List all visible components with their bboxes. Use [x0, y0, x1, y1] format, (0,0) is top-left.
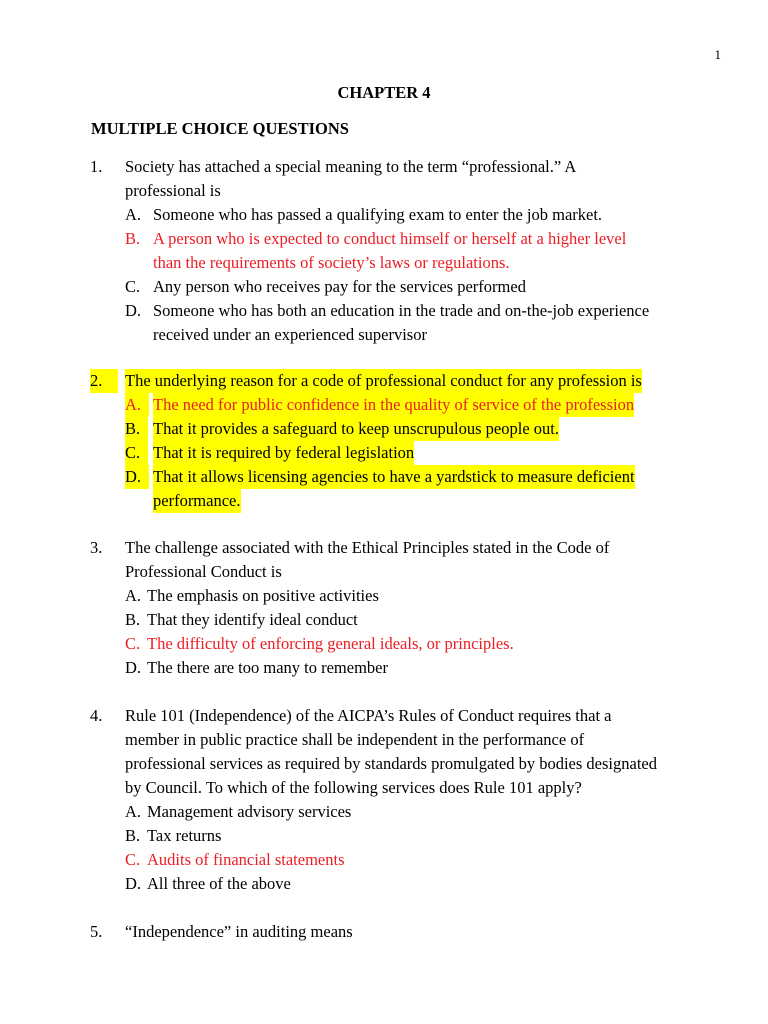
question-stem-line: by Council. To which of the following services does Rule 101 apply?	[125, 778, 582, 797]
option-letter-correct: B.	[125, 229, 141, 248]
option-letter: B.	[125, 826, 141, 845]
option-letter-correct: C.	[125, 634, 141, 653]
option-text-correct: The difficulty of enforcing general ideals, or principles.	[147, 634, 514, 653]
option-text: performance.	[153, 489, 241, 513]
question-number: 1.	[90, 157, 103, 176]
option-letter: A.	[125, 586, 142, 605]
option-text: Tax returns	[147, 826, 222, 845]
question-stem-line: Professional Conduct is	[125, 562, 282, 581]
option-letter: B.	[125, 417, 148, 441]
option-text-correct: A person who is expected to conduct himself or herself at a higher level	[153, 229, 627, 248]
option-text: That they identify ideal conduct	[147, 610, 358, 629]
option-letter: D.	[125, 874, 142, 893]
page-number: 1	[714, 47, 721, 62]
question-stem-line: Rule 101 (Independence) of the AICPA’s Rules of Conduct requires that a	[125, 706, 612, 725]
option-text: Any person who receives pay for the services performed	[153, 277, 526, 296]
question-number: 3.	[90, 538, 103, 557]
option-letter: B.	[125, 610, 141, 629]
section-title: MULTIPLE CHOICE QUESTIONS	[91, 119, 349, 138]
question-stem-line: The challenge associated with the Ethical Principles stated in the Code of	[125, 538, 610, 557]
option-letter: D.	[125, 465, 149, 489]
option-text: The there are too many to remember	[147, 658, 388, 677]
question-number: 4.	[90, 706, 103, 725]
question-number: 2.	[90, 369, 118, 393]
option-text: Management advisory services	[147, 802, 352, 821]
question-stem-line: professional services as required by standards promulgated by bodies designated	[125, 754, 657, 773]
option-text: All three of the above	[147, 874, 291, 893]
option-letter: C.	[125, 277, 141, 296]
question-stem-line: member in public practice shall be independent in the performance of	[125, 730, 585, 749]
option-letter-correct: C.	[125, 850, 141, 869]
option-text: That it is required by federal legislation	[153, 441, 414, 465]
option-text-correct: Audits of financial statements	[147, 850, 345, 869]
option-text: Someone who has passed a qualifying exam to enter the job market.	[153, 205, 603, 224]
option-letter-correct: A.	[125, 393, 149, 417]
option-letter: D.	[125, 301, 142, 320]
option-letter: A.	[125, 802, 142, 821]
option-letter: D.	[125, 658, 142, 677]
option-text: That it provides a safeguard to keep unscrupulous people out.	[153, 417, 559, 441]
question-stem-line: “Independence” in auditing means	[125, 922, 353, 941]
option-letter: C.	[125, 441, 148, 465]
option-letter: A.	[125, 205, 142, 224]
question-stem-line: The underlying reason for a code of professional conduct for any profession is	[125, 369, 642, 393]
chapter-title: CHAPTER 4	[337, 83, 431, 102]
option-text: received under an experienced supervisor	[153, 325, 427, 344]
question-stem-line: Society has attached a special meaning to the term “professional.” A	[125, 157, 577, 176]
option-text: Someone who has both an education in the trade and on-the-job experience	[153, 301, 650, 320]
question-number: 5.	[90, 922, 103, 941]
option-text: The emphasis on positive activities	[147, 586, 379, 605]
question-stem-line: professional is	[125, 181, 221, 200]
option-text-correct: The need for public confidence in the quality of service of the profession	[153, 393, 634, 417]
option-text: That it allows licensing agencies to have a yardstick to measure deficient	[153, 465, 635, 489]
option-text-correct: than the requirements of society’s laws or regulations.	[153, 253, 510, 272]
